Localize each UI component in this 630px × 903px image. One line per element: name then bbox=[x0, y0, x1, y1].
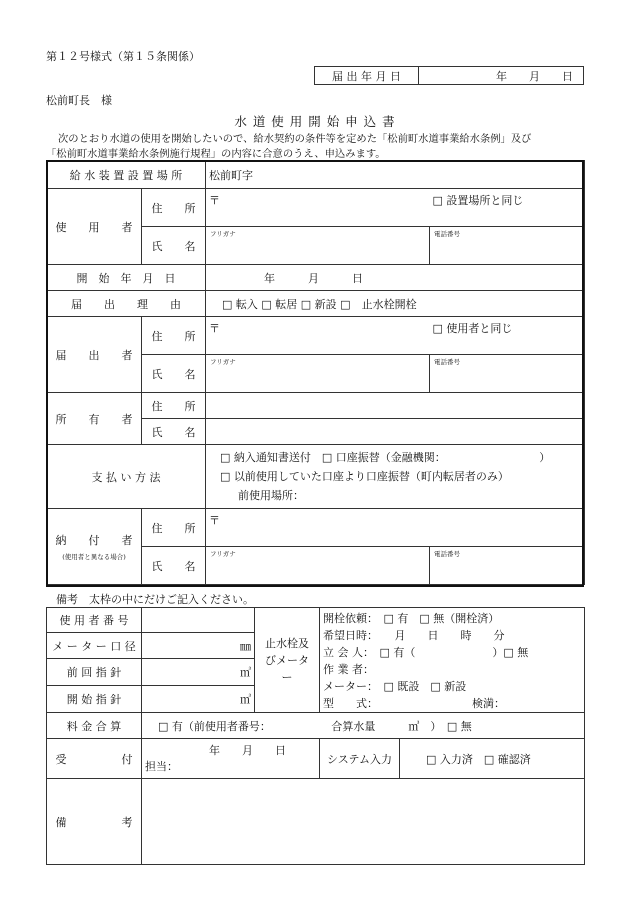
stopcock-meter-label: 止水栓及びメーター bbox=[255, 608, 320, 713]
start-reading-field[interactable]: ㎥ bbox=[142, 686, 255, 713]
notifier-name-label: 氏 名 bbox=[142, 355, 206, 393]
payer-name-field[interactable] bbox=[206, 547, 430, 585]
previous-location: 前使用場所： bbox=[238, 489, 305, 502]
open-request[interactable]: 開栓依頼： □ 有 □ 無（開栓済） bbox=[323, 612, 500, 625]
owner-label: 所 有 者 bbox=[47, 393, 142, 445]
main-form-table bbox=[46, 160, 585, 585]
phone-label: 電話番号 bbox=[434, 230, 461, 238]
fee-combined-label: 料 金 合 算 bbox=[47, 713, 142, 739]
reception-date[interactable]: 年 月 日 bbox=[209, 743, 286, 757]
reception-label: 受 付 bbox=[47, 739, 142, 779]
payer-label-text: 納 付 者 bbox=[55, 534, 133, 547]
payer-phone-field[interactable] bbox=[430, 547, 585, 585]
inspection[interactable]: 検満： bbox=[472, 697, 505, 710]
furigana-label: フリガナ bbox=[210, 230, 236, 238]
model-row bbox=[323, 695, 581, 712]
payment-option-2[interactable]: □ 以前使用していた口座より口座振替（町内転居者のみ） bbox=[220, 470, 509, 483]
addressee: 松前町長 様 bbox=[46, 94, 112, 107]
meter-status[interactable]: メーター： □ 既設 □ 新設 bbox=[323, 680, 467, 693]
user-label: 使 用 者 bbox=[47, 189, 142, 265]
worker[interactable]: 作 業 者： bbox=[323, 663, 374, 676]
payer-label bbox=[47, 509, 142, 585]
notifier-address-label: 住 所 bbox=[142, 317, 206, 355]
meter-bore-field[interactable]: ㎜ bbox=[142, 632, 255, 659]
same-as-user-checkbox[interactable]: □ 使用者と同じ bbox=[430, 317, 585, 355]
start-date-field[interactable]: 年 月 日 bbox=[206, 265, 585, 291]
payer-address-field[interactable]: 〒 bbox=[206, 509, 585, 547]
owner-name-field[interactable] bbox=[206, 419, 585, 445]
payment-method-label: 支 払 い 方 法 bbox=[47, 445, 206, 509]
furigana-label: フリガナ bbox=[210, 358, 236, 366]
remarks-field[interactable] bbox=[142, 779, 585, 865]
previous-reading-field[interactable]: ㎥ bbox=[142, 659, 255, 686]
user-number-label: 使 用 者 番 号 bbox=[47, 608, 142, 633]
owner-address-field[interactable] bbox=[206, 393, 585, 419]
furigana-label: フリガナ bbox=[210, 550, 236, 558]
model[interactable]: 型 式： bbox=[323, 697, 378, 710]
start-date-label: 開 始 年 月 日 bbox=[47, 265, 206, 291]
payment-option-1[interactable]: □ 納入通知書送付 □ 口座振替（金融機関： ） bbox=[220, 451, 551, 464]
submission-date-label: 届 出 年 月 日 bbox=[315, 67, 419, 85]
reason-options[interactable]: □ 転入 □ 転居 □ 新設 □ 止水栓開栓 bbox=[206, 291, 585, 317]
notifier-name-field[interactable] bbox=[206, 355, 430, 393]
payer-note: (使用者と異なる場合) bbox=[62, 553, 126, 561]
reception-field[interactable] bbox=[142, 739, 320, 779]
form-title: 水 道 使 用 開 始 申 込 書 bbox=[234, 114, 396, 129]
user-phone-field[interactable] bbox=[430, 227, 585, 265]
intro-text-line1: 次のとおり水道の使用を開始したいので、給水契約の条件等を定めた「松前町水道事業給水条例」及び bbox=[58, 133, 532, 145]
note-text: 備考 太枠の中にだけご記入ください。 bbox=[56, 593, 254, 606]
stopcock-details[interactable] bbox=[320, 608, 585, 713]
form-number: 第１２号様式（第１５条関係） bbox=[46, 50, 200, 63]
staff[interactable]: 担当： bbox=[145, 759, 178, 773]
notifier-phone-field[interactable] bbox=[430, 355, 585, 393]
remarks-label: 備 考 bbox=[47, 779, 142, 865]
payer-name-label: 氏 名 bbox=[142, 547, 206, 585]
submission-date-field[interactable]: 年 月 日 bbox=[419, 67, 584, 85]
phone-label: 電話番号 bbox=[434, 550, 461, 558]
user-address-field[interactable]: 〒 bbox=[206, 189, 430, 227]
system-input-options[interactable]: □ 入力済 □ 確認済 bbox=[400, 739, 585, 779]
fee-combined-field[interactable]: □ 有（前使用者番号： 合算水量 ㎥ ） □ 無 bbox=[142, 713, 585, 739]
notifier-label: 届 出 者 bbox=[47, 317, 142, 393]
user-name-label: 氏 名 bbox=[142, 227, 206, 265]
same-as-install-checkbox[interactable]: □ 設置場所と同じ bbox=[430, 189, 585, 227]
intro-text-line2: 「松前町水道事業給水条例施行規程」の内容に合意のうえ、申込みます。 bbox=[46, 148, 386, 160]
system-input-label: システム入力 bbox=[320, 739, 400, 779]
office-use-table bbox=[46, 607, 585, 865]
install-place-label: 給 水 装 置 設 置 場 所 bbox=[47, 161, 206, 189]
payment-method-options[interactable] bbox=[206, 445, 585, 509]
install-place-field[interactable]: 松前町字 bbox=[206, 161, 585, 189]
reason-label: 届 出 理 由 bbox=[47, 291, 206, 317]
user-number-field[interactable] bbox=[142, 608, 255, 633]
user-address-label: 住 所 bbox=[142, 189, 206, 227]
previous-reading-label: 前 回 指 針 bbox=[47, 659, 142, 686]
owner-address-label: 住 所 bbox=[142, 393, 206, 419]
start-reading-label: 開 始 指 針 bbox=[47, 686, 142, 713]
payer-address-label: 住 所 bbox=[142, 509, 206, 547]
phone-label: 電話番号 bbox=[434, 358, 461, 366]
meter-bore-label: メ ー タ ー 口 径 bbox=[47, 632, 142, 659]
notifier-address-field[interactable]: 〒 bbox=[206, 317, 430, 355]
owner-name-label: 氏 名 bbox=[142, 419, 206, 445]
witness[interactable]: 立 会 人： □ 有（ ）□ 無 bbox=[323, 646, 529, 659]
submission-date-box bbox=[314, 66, 584, 85]
user-name-field[interactable] bbox=[206, 227, 430, 265]
desired-datetime[interactable]: 希望日時： 月 日 時 分 bbox=[323, 629, 505, 642]
